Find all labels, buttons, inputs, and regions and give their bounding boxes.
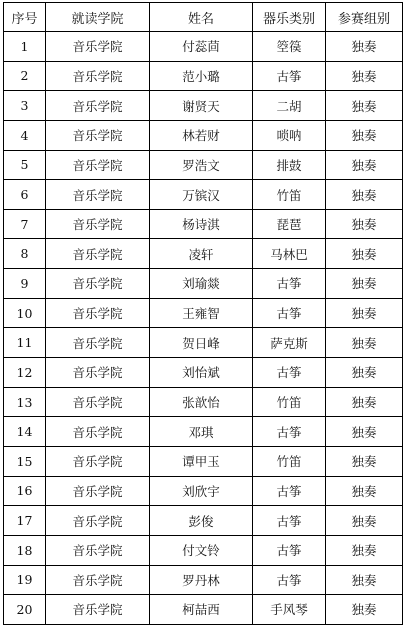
- cell-instrument: 古筝: [253, 269, 326, 299]
- cell-group: 独奏: [326, 417, 403, 447]
- cell-index: 7: [4, 209, 46, 239]
- header-college: 就读学院: [46, 3, 150, 32]
- cell-instrument: 琵琶: [253, 209, 326, 239]
- cell-instrument: 竹笛: [253, 387, 326, 417]
- cell-college: 音乐学院: [46, 32, 150, 62]
- table-row: [4, 387, 403, 417]
- table-row: [4, 239, 403, 269]
- participants-table: [3, 2, 403, 625]
- cell-college: 音乐学院: [46, 298, 150, 328]
- cell-name: 罗丹林: [150, 565, 253, 595]
- table-row: [4, 32, 403, 62]
- cell-group: 独奏: [326, 476, 403, 506]
- cell-college: 音乐学院: [46, 358, 150, 388]
- table-row: [4, 446, 403, 476]
- cell-group: 独奏: [326, 506, 403, 536]
- cell-instrument: 古筝: [253, 535, 326, 565]
- cell-index: 11: [4, 328, 46, 358]
- cell-group: 独奏: [326, 565, 403, 595]
- cell-name: 谢贤天: [150, 91, 253, 121]
- cell-name: 付蕊茴: [150, 32, 253, 62]
- cell-index: 9: [4, 269, 46, 299]
- cell-instrument: 箜篌: [253, 32, 326, 62]
- table-row: [4, 595, 403, 625]
- cell-group: 独奏: [326, 535, 403, 565]
- cell-name: 罗浩文: [150, 150, 253, 180]
- cell-name: 杨诗淇: [150, 209, 253, 239]
- cell-name: 万镔汉: [150, 180, 253, 210]
- cell-college: 音乐学院: [46, 180, 150, 210]
- cell-name: 王雍智: [150, 298, 253, 328]
- cell-instrument: 唢呐: [253, 120, 326, 150]
- cell-name: 谭甲玉: [150, 446, 253, 476]
- header-instrument: 器乐类别: [253, 3, 326, 32]
- cell-index: 18: [4, 535, 46, 565]
- cell-group: 独奏: [326, 61, 403, 91]
- table-row: [4, 476, 403, 506]
- cell-college: 音乐学院: [46, 150, 150, 180]
- cell-name: 贺日峰: [150, 328, 253, 358]
- table-row: [4, 150, 403, 180]
- table-row: [4, 91, 403, 121]
- table-row: [4, 417, 403, 447]
- cell-college: 音乐学院: [46, 269, 150, 299]
- cell-name: 刘怡斌: [150, 358, 253, 388]
- cell-college: 音乐学院: [46, 417, 150, 447]
- table-row: [4, 120, 403, 150]
- cell-instrument: 古筝: [253, 565, 326, 595]
- cell-college: 音乐学院: [46, 446, 150, 476]
- cell-college: 音乐学院: [46, 565, 150, 595]
- cell-group: 独奏: [326, 239, 403, 269]
- cell-college: 音乐学院: [46, 535, 150, 565]
- cell-index: 20: [4, 595, 46, 625]
- table-row: [4, 358, 403, 388]
- cell-college: 音乐学院: [46, 476, 150, 506]
- cell-index: 6: [4, 180, 46, 210]
- cell-instrument: 排鼓: [253, 150, 326, 180]
- cell-college: 音乐学院: [46, 61, 150, 91]
- cell-index: 4: [4, 120, 46, 150]
- cell-index: 5: [4, 150, 46, 180]
- header-index: 序号: [4, 3, 46, 32]
- cell-college: 音乐学院: [46, 506, 150, 536]
- cell-name: 刘欣宇: [150, 476, 253, 506]
- cell-name: 刘瑜燚: [150, 269, 253, 299]
- table-row: [4, 535, 403, 565]
- cell-instrument: 古筝: [253, 358, 326, 388]
- cell-instrument: 古筝: [253, 61, 326, 91]
- cell-index: 12: [4, 358, 46, 388]
- header-group: 参赛组别: [326, 3, 403, 32]
- cell-group: 独奏: [326, 387, 403, 417]
- table-row: [4, 328, 403, 358]
- cell-index: 14: [4, 417, 46, 447]
- cell-group: 独奏: [326, 446, 403, 476]
- cell-group: 独奏: [326, 209, 403, 239]
- cell-group: 独奏: [326, 595, 403, 625]
- cell-name: 凌轩: [150, 239, 253, 269]
- cell-instrument: 古筝: [253, 506, 326, 536]
- table-row: [4, 61, 403, 91]
- cell-instrument: 古筝: [253, 476, 326, 506]
- cell-index: 19: [4, 565, 46, 595]
- table-row: [4, 269, 403, 299]
- cell-instrument: 竹笛: [253, 180, 326, 210]
- cell-group: 独奏: [326, 358, 403, 388]
- cell-name: 柯喆西: [150, 595, 253, 625]
- cell-group: 独奏: [326, 298, 403, 328]
- cell-group: 独奏: [326, 150, 403, 180]
- table-row: [4, 298, 403, 328]
- table-row: [4, 209, 403, 239]
- table-row: [4, 565, 403, 595]
- cell-name: 林若财: [150, 120, 253, 150]
- cell-index: 15: [4, 446, 46, 476]
- cell-instrument: 萨克斯: [253, 328, 326, 358]
- cell-index: 13: [4, 387, 46, 417]
- cell-college: 音乐学院: [46, 91, 150, 121]
- cell-group: 独奏: [326, 269, 403, 299]
- cell-group: 独奏: [326, 180, 403, 210]
- cell-index: 8: [4, 239, 46, 269]
- table-row: [4, 506, 403, 536]
- cell-college: 音乐学院: [46, 595, 150, 625]
- cell-index: 2: [4, 61, 46, 91]
- cell-instrument: 马林巴: [253, 239, 326, 269]
- table-body: [4, 32, 403, 625]
- header-row: [4, 3, 403, 32]
- cell-index: 16: [4, 476, 46, 506]
- cell-name: 邓琪: [150, 417, 253, 447]
- cell-instrument: 古筝: [253, 298, 326, 328]
- cell-group: 独奏: [326, 328, 403, 358]
- cell-index: 1: [4, 32, 46, 62]
- cell-college: 音乐学院: [46, 120, 150, 150]
- cell-group: 独奏: [326, 91, 403, 121]
- cell-college: 音乐学院: [46, 328, 150, 358]
- cell-name: 张歆怡: [150, 387, 253, 417]
- cell-group: 独奏: [326, 32, 403, 62]
- cell-instrument: 二胡: [253, 91, 326, 121]
- cell-instrument: 竹笛: [253, 446, 326, 476]
- cell-college: 音乐学院: [46, 209, 150, 239]
- cell-name: 付文铃: [150, 535, 253, 565]
- cell-index: 3: [4, 91, 46, 121]
- cell-index: 17: [4, 506, 46, 536]
- cell-index: 10: [4, 298, 46, 328]
- cell-instrument: 手风琴: [253, 595, 326, 625]
- cell-name: 范小璐: [150, 61, 253, 91]
- cell-college: 音乐学院: [46, 239, 150, 269]
- cell-college: 音乐学院: [46, 387, 150, 417]
- cell-group: 独奏: [326, 120, 403, 150]
- header-name: 姓名: [150, 3, 253, 32]
- table-row: [4, 180, 403, 210]
- cell-name: 彭俊: [150, 506, 253, 536]
- cell-instrument: 古筝: [253, 417, 326, 447]
